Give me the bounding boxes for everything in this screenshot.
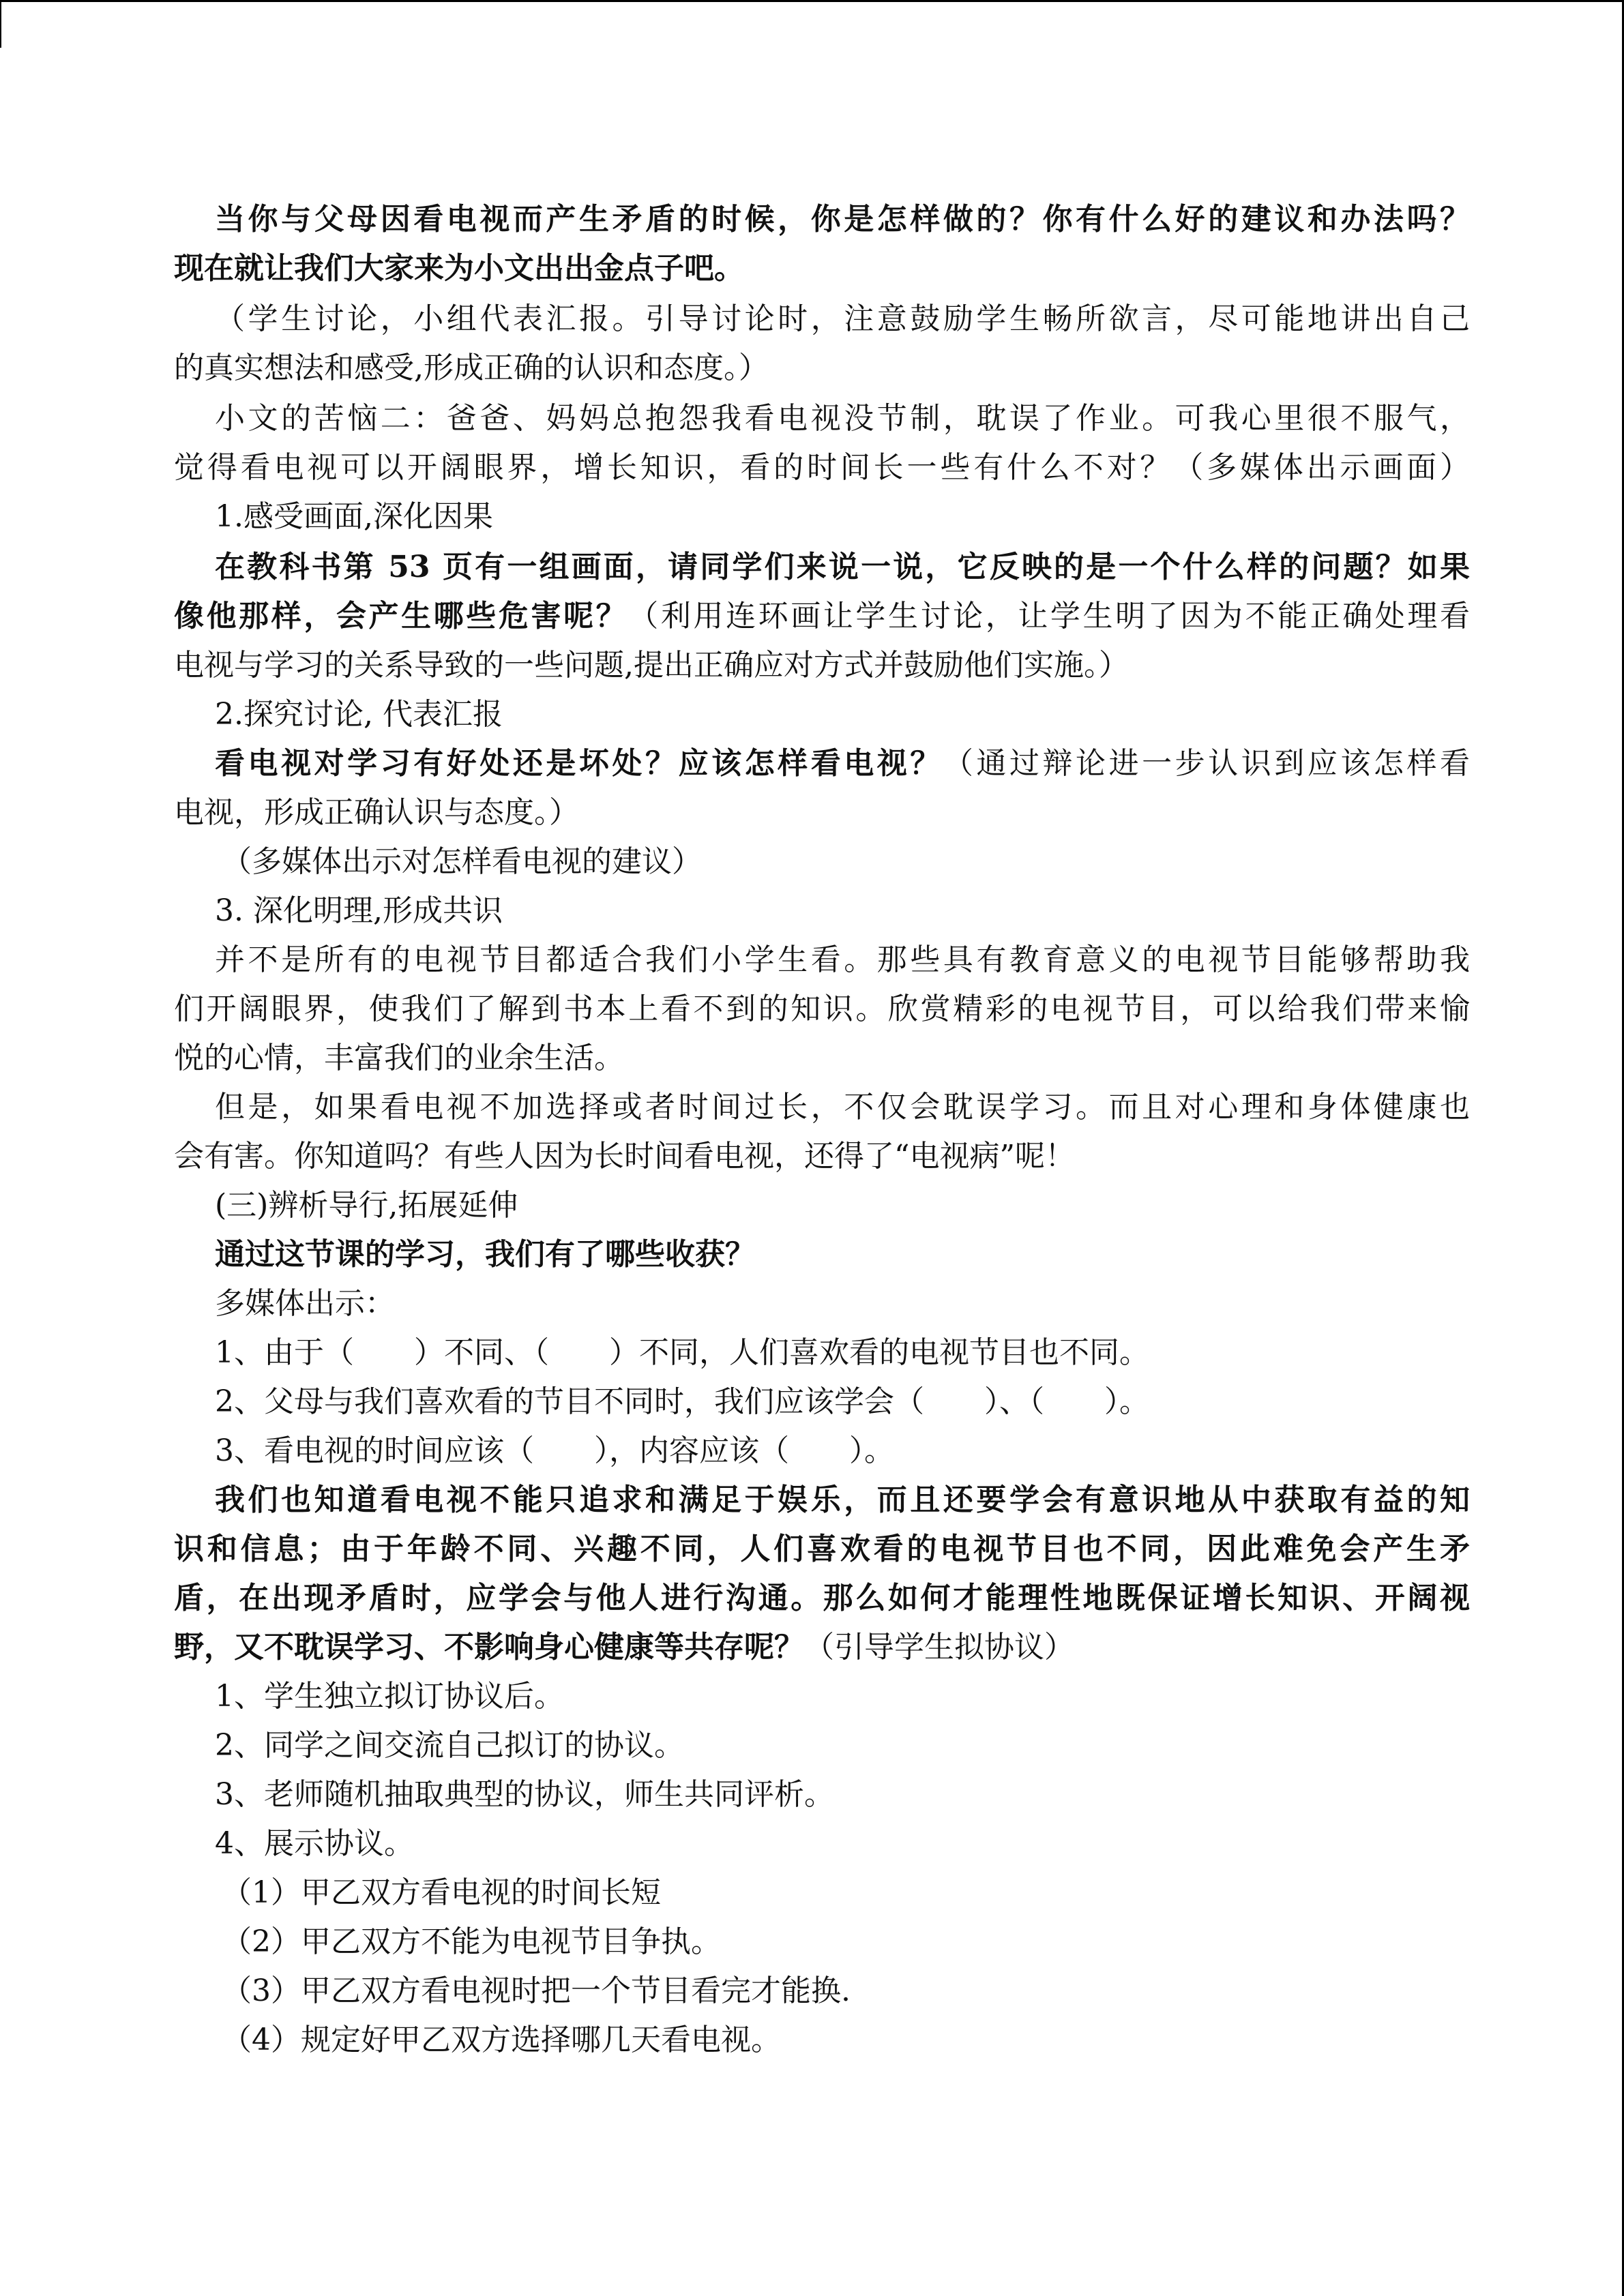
text-line: 但是，如果看电视不加选择或者时间过长，不仅会耽误学习。而且对心理和身体健康也 xyxy=(215,1090,1470,1124)
text-line: （2）甲乙双方不能为电视节目争执。 xyxy=(222,1924,721,1959)
text-line: 识和信息；由于年龄不同、兴趣不同，人们喜欢看的电视节目也不同，因此难免会产生矛 xyxy=(174,1532,1470,1566)
text-line: （3）甲乙双方看电视时把一个节目看完才能换. xyxy=(222,1973,851,2008)
text-line: 在教科书第 53 页有一组画面，请同学们来说一说，它反映的是一个什么样的问题？如果 xyxy=(215,550,1470,584)
text-line: 并不是所有的电视节目都适合我们小学生看。那些具有教育意义的电视节目能够帮助我 xyxy=(215,942,1470,977)
text-line: （1）甲乙双方看电视的时间长短 xyxy=(222,1875,661,1910)
text-line: (三)辨析导行,拓展延伸 xyxy=(215,1188,518,1223)
text-line: 觉得看电视可以开阔眼界，增长知识，看的时间长一些有什么不对？（多媒体出示画面） xyxy=(174,450,1470,485)
text-line: 1、由于（ ）不同、（ ）不同，人们喜欢看的电视节目也不同。 xyxy=(215,1335,1149,1370)
text-line: 电视与学习的关系导致的一些问题,提出正确应对方式并鼓励他们实施。） xyxy=(174,648,1129,683)
text-line: 盾，在出现矛盾时，应学会与他人进行沟通。那么如何才能理性地既保证增长知识、开阔视 xyxy=(174,1581,1470,1615)
text-line: 多媒体出示： xyxy=(215,1286,395,1321)
text-line: 1、学生独立拟订协议后。 xyxy=(215,1679,564,1714)
text-line: 2.探究讨论, 代表汇报 xyxy=(215,697,503,732)
text-line: 看电视对学习有好处还是坏处？应该怎样看电视？（通过辩论进一步认识到应该怎样看 xyxy=(215,746,1470,781)
text-line: 2、父母与我们喜欢看的节目不同时，我们应该学会（ ）、（ ）。 xyxy=(215,1384,1149,1419)
text-line: 1.感受画面,深化因果 xyxy=(215,499,493,534)
text-line: 电视，形成正确认识与态度。） xyxy=(174,795,579,830)
text-line: 们开阔眼界，使我们了解到书本上看不到的知识。欣赏精彩的电视节目，可以给我们带来愉 xyxy=(174,992,1470,1026)
text-line: 3、老师随机抽取典型的协议，师生共同评析。 xyxy=(215,1777,834,1812)
text-line: 的真实想法和感受,形成正确的认识和态度。） xyxy=(174,351,769,385)
text-line: 像他那样，会产生哪些危害呢？（利用连环画让学生讨论，让学生明了因为不能正确处理看 xyxy=(174,599,1471,633)
text-line: 2、同学之间交流自己拟订的协议。 xyxy=(215,1728,684,1763)
text-line: 4、展示协议。 xyxy=(215,1826,414,1861)
text-line: 会有害。你知道吗？有些人因为长时间看电视，还得了“电视病”呢！ xyxy=(174,1139,1075,1174)
text-line: 现在就让我们大家来为小文出出金点子吧。 xyxy=(174,251,744,286)
text-line: 小文的苦恼二：爸爸、妈妈总抱怨我看电视没节制，耽误了作业。可我心里很不服气， xyxy=(215,401,1470,436)
text-line: （多媒体出示对怎样看电视的建议） xyxy=(222,844,702,879)
text-line: （4）规定好甲乙双方选择哪几天看电视。 xyxy=(222,2023,781,2057)
text-line: 通过这节课的学习，我们有了哪些收获？ xyxy=(215,1237,755,1272)
text-line: 3. 深化明理,形成共识 xyxy=(215,893,503,928)
text-line: 3、看电视的时间应该（ ），内容应该（ ）。 xyxy=(215,1433,894,1468)
text-line: （学生讨论，小组代表汇报。引导讨论时，注意鼓励学生畅所欲言，尽可能地讲出自己 xyxy=(215,301,1470,336)
page-border-top xyxy=(0,0,1624,2)
page-border-left xyxy=(0,0,1,48)
text-line: 悦的心情，丰富我们的业余生活。 xyxy=(174,1041,624,1075)
text-line: 野，又不耽误学习、不影响身心健康等共存呢？（引导学生拟协议） xyxy=(174,1630,1074,1665)
text-line: 我们也知道看电视不能只追求和满足于娱乐，而且还要学会有意识地从中获取有益的知 xyxy=(215,1482,1470,1517)
text-line: 当你与父母因看电视而产生矛盾的时候，你是怎样做的？你有什么好的建议和办法吗？ xyxy=(215,202,1470,237)
